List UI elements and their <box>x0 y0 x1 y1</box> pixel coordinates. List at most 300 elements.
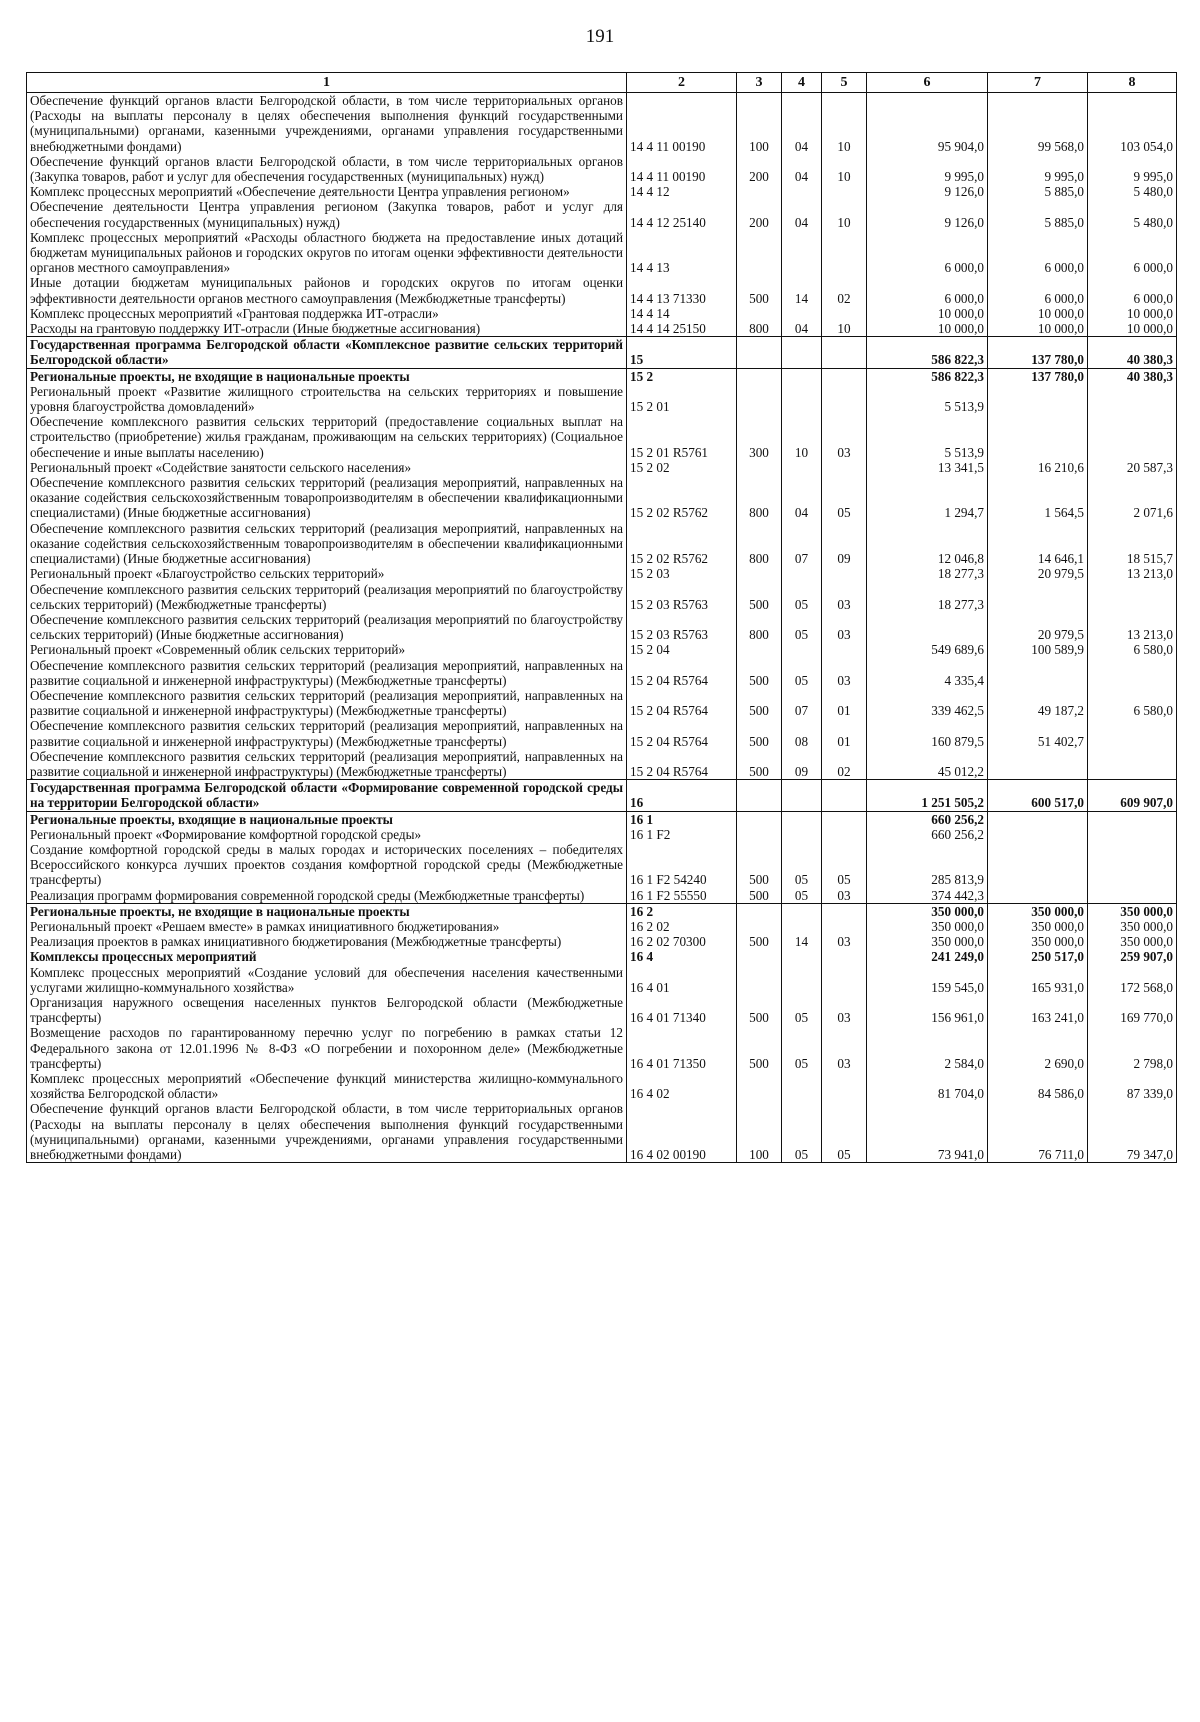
amount-col8: 609 907,0 <box>1088 780 1177 811</box>
amount-col8 <box>1088 718 1177 748</box>
subsection: 10 <box>822 93 867 154</box>
amount-col6: 6 000,0 <box>867 230 988 276</box>
table-row <box>27 965 1177 995</box>
expense-name: Комплекс процессных мероприятий «Грантовая поддержка ИТ-отрасли» <box>27 306 627 321</box>
target-code: 14 4 12 <box>627 184 737 199</box>
amount-col6: 1 294,7 <box>867 475 988 521</box>
expense-type <box>737 230 782 276</box>
amount-col7: 163 241,0 <box>988 995 1088 1025</box>
amount-col7: 10 000,0 <box>988 321 1088 337</box>
target-code: 16 1 <box>627 811 737 827</box>
target-code: 15 <box>627 337 737 368</box>
target-code: 16 <box>627 780 737 811</box>
amount-col7: 1 564,5 <box>988 475 1088 521</box>
section: 07 <box>782 688 822 718</box>
table-row <box>27 658 1177 688</box>
section <box>782 780 822 811</box>
expense-name: Комплекс процессных мероприятий «Создание условий для обеспечения населения качественными услугами жилищно-коммунального хозяйства» <box>27 965 627 995</box>
amount-col8: 13 213,0 <box>1088 612 1177 642</box>
amount-col6: 13 341,5 <box>867 460 988 475</box>
amount-col6: 660 256,2 <box>867 811 988 827</box>
amount-col6: 241 249,0 <box>867 949 988 964</box>
expense-type: 800 <box>737 612 782 642</box>
target-code: 14 4 12 25140 <box>627 199 737 229</box>
amount-col6: 9 126,0 <box>867 199 988 229</box>
amount-col7: 20 979,5 <box>988 612 1088 642</box>
amount-col7: 350 000,0 <box>988 934 1088 949</box>
amount-col8: 79 347,0 <box>1088 1101 1177 1162</box>
amount-col8: 40 380,3 <box>1088 337 1177 368</box>
section: 04 <box>782 93 822 154</box>
table-row <box>27 566 1177 581</box>
table-row <box>27 199 1177 229</box>
budget-table <box>26 72 1177 1163</box>
table-row <box>27 1101 1177 1162</box>
expense-name: Организация наружного освещения населенных пунктов Белгородской области (Межбюджетные трансферты) <box>27 995 627 1025</box>
amount-col8 <box>1088 827 1177 842</box>
amount-col8: 259 907,0 <box>1088 949 1177 964</box>
table-row <box>27 612 1177 642</box>
subsection: 10 <box>822 199 867 229</box>
table-row <box>27 460 1177 475</box>
subsection: 03 <box>822 934 867 949</box>
section: 05 <box>782 1025 822 1071</box>
target-code: 16 2 02 70300 <box>627 934 737 949</box>
table-row <box>27 475 1177 521</box>
amount-col8 <box>1088 749 1177 780</box>
target-code: 15 2 03 <box>627 566 737 581</box>
amount-col6: 374 442,3 <box>867 888 988 904</box>
expense-name: Комплексы процессных мероприятий <box>27 949 627 964</box>
amount-col8: 87 339,0 <box>1088 1071 1177 1101</box>
expense-type <box>737 903 782 919</box>
amount-col6: 18 277,3 <box>867 582 988 612</box>
expense-type <box>737 368 782 384</box>
expense-type <box>737 1071 782 1101</box>
target-code: 15 2 04 <box>627 642 737 657</box>
amount-col6 <box>867 612 988 642</box>
subsection: 03 <box>822 658 867 688</box>
column-header: 4 <box>782 73 822 93</box>
table-row <box>27 321 1177 337</box>
subsection <box>822 919 867 934</box>
expense-type <box>737 919 782 934</box>
target-code: 15 2 02 R5762 <box>627 521 737 567</box>
amount-col8: 13 213,0 <box>1088 566 1177 581</box>
amount-col8: 350 000,0 <box>1088 934 1177 949</box>
amount-col6: 339 462,5 <box>867 688 988 718</box>
amount-col8: 40 380,3 <box>1088 368 1177 384</box>
amount-col6: 18 277,3 <box>867 566 988 581</box>
table-row <box>27 903 1177 919</box>
target-code: 16 2 02 <box>627 919 737 934</box>
amount-col6: 159 545,0 <box>867 965 988 995</box>
subsection: 03 <box>822 1025 867 1071</box>
amount-col8 <box>1088 658 1177 688</box>
target-code: 14 4 14 <box>627 306 737 321</box>
amount-col7: 350 000,0 <box>988 919 1088 934</box>
section: 05 <box>782 842 822 888</box>
table-row <box>27 1071 1177 1101</box>
target-code: 15 2 02 <box>627 460 737 475</box>
amount-col6: 350 000,0 <box>867 934 988 949</box>
subsection <box>822 368 867 384</box>
amount-col6: 350 000,0 <box>867 903 988 919</box>
section: 10 <box>782 414 822 460</box>
expense-name: Иные дотации бюджетам муниципальных районов и городских округов по итогам оценки эффективности деятельности органов местного самоуправления (Межбюджетные трансферты) <box>27 275 627 305</box>
column-header: 2 <box>627 73 737 93</box>
target-code: 16 1 F2 55550 <box>627 888 737 904</box>
table-row <box>27 384 1177 414</box>
table-row <box>27 275 1177 305</box>
expense-name: Обеспечение функций органов власти Белгородской области, в том числе территориальных органов (Закупка товаров, работ и услуг для обеспечения государственных (муниципальных) нужд) <box>27 154 627 184</box>
amount-col6: 9 995,0 <box>867 154 988 184</box>
section: 14 <box>782 934 822 949</box>
section <box>782 306 822 321</box>
expense-name: Региональный проект «Современный облик сельских территорий» <box>27 642 627 657</box>
expense-name: Создание комфортной городской среды в малых городах и исторических поселениях – победителях Всероссийского конкурса лучших проектов создания комфортной городской среды (Межбюджетные трансферты) <box>27 842 627 888</box>
amount-col6: 5 513,9 <box>867 414 988 460</box>
section <box>782 1071 822 1101</box>
table-row <box>27 642 1177 657</box>
expense-name: Региональный проект «Содействие занятости сельского населения» <box>27 460 627 475</box>
column-header: 3 <box>737 73 782 93</box>
amount-col8: 18 515,7 <box>1088 521 1177 567</box>
amount-col7 <box>988 811 1088 827</box>
amount-col8: 350 000,0 <box>1088 903 1177 919</box>
expense-name: Обеспечение комплексного развития сельских территорий (реализация мероприятий, направленных на развитие социальной и инженерной инфраструктуры) (Межбюджетные трансферты) <box>27 749 627 780</box>
subsection <box>822 811 867 827</box>
amount-col7: 6 000,0 <box>988 230 1088 276</box>
subsection <box>822 337 867 368</box>
subsection: 02 <box>822 749 867 780</box>
amount-col8: 103 054,0 <box>1088 93 1177 154</box>
expense-type: 200 <box>737 154 782 184</box>
subsection: 01 <box>822 688 867 718</box>
expense-name: Реализация программ формирования современной городской среды (Межбюджетные трансферты) <box>27 888 627 904</box>
table-row <box>27 306 1177 321</box>
table-row <box>27 521 1177 567</box>
amount-col8: 6 580,0 <box>1088 688 1177 718</box>
expense-type: 100 <box>737 93 782 154</box>
section <box>782 230 822 276</box>
expense-type: 200 <box>737 199 782 229</box>
amount-col7 <box>988 414 1088 460</box>
section: 05 <box>782 1101 822 1162</box>
amount-col7: 76 711,0 <box>988 1101 1088 1162</box>
subsection <box>822 306 867 321</box>
expense-type <box>737 827 782 842</box>
expense-name: Обеспечение комплексного развития сельских территорий (реализация мероприятий по благоустройству сельских территорий) (Межбюджетные трансферты) <box>27 582 627 612</box>
target-code: 15 2 01 R5761 <box>627 414 737 460</box>
amount-col8: 172 568,0 <box>1088 965 1177 995</box>
section: 09 <box>782 749 822 780</box>
amount-col7: 350 000,0 <box>988 903 1088 919</box>
subsection <box>822 780 867 811</box>
expense-name: Государственная программа Белгородской области «Формирование современной городской среды на территории Белгородской области» <box>27 780 627 811</box>
section: 04 <box>782 154 822 184</box>
amount-col8 <box>1088 811 1177 827</box>
amount-col8: 20 587,3 <box>1088 460 1177 475</box>
table-row <box>27 842 1177 888</box>
section <box>782 811 822 827</box>
subsection <box>822 642 867 657</box>
expense-type <box>737 306 782 321</box>
target-code: 15 2 03 R5763 <box>627 582 737 612</box>
expense-name: Региональные проекты, не входящие в национальные проекты <box>27 368 627 384</box>
section <box>782 337 822 368</box>
amount-col6: 95 904,0 <box>867 93 988 154</box>
subsection: 03 <box>822 612 867 642</box>
subsection: 10 <box>822 154 867 184</box>
amount-col8 <box>1088 842 1177 888</box>
subsection: 03 <box>822 414 867 460</box>
target-code: 14 4 13 <box>627 230 737 276</box>
section <box>782 184 822 199</box>
subsection <box>822 460 867 475</box>
expense-name: Региональный проект «Благоустройство сельских территорий» <box>27 566 627 581</box>
section <box>782 919 822 934</box>
target-code: 16 4 01 <box>627 965 737 995</box>
target-code: 15 2 03 R5763 <box>627 612 737 642</box>
amount-col8 <box>1088 414 1177 460</box>
expense-name: Обеспечение комплексного развития сельских территорий (реализация мероприятий, направленных на развитие социальной и инженерной инфраструктуры) (Межбюджетные трансферты) <box>27 658 627 688</box>
expense-name: Региональные проекты, входящие в национальные проекты <box>27 811 627 827</box>
target-code: 14 4 11 00190 <box>627 93 737 154</box>
target-code: 16 4 01 71350 <box>627 1025 737 1071</box>
expense-name: Комплекс процессных мероприятий «Обеспечение деятельности Центра управления регионом» <box>27 184 627 199</box>
section <box>782 949 822 964</box>
target-code: 15 2 04 R5764 <box>627 688 737 718</box>
expense-type: 800 <box>737 475 782 521</box>
amount-col7: 84 586,0 <box>988 1071 1088 1101</box>
amount-col7: 165 931,0 <box>988 965 1088 995</box>
subsection <box>822 184 867 199</box>
section <box>782 368 822 384</box>
expense-type: 500 <box>737 658 782 688</box>
amount-col6: 285 813,9 <box>867 842 988 888</box>
amount-col7: 10 000,0 <box>988 306 1088 321</box>
expense-name: Обеспечение функций органов власти Белгородской области, в том числе территориальных органов (Расходы на выплаты персоналу в целях обеспечения выполнения функций государственными (муниципальными) органами, казенными учреждениями, органами управления государственными внебюджетными фондами) <box>27 93 627 154</box>
table-row <box>27 749 1177 780</box>
amount-col7 <box>988 582 1088 612</box>
target-code: 15 2 02 R5762 <box>627 475 737 521</box>
target-code: 16 4 <box>627 949 737 964</box>
expense-type: 500 <box>737 718 782 748</box>
section <box>782 965 822 995</box>
page-number: 191 <box>585 26 615 47</box>
subsection <box>822 1071 867 1101</box>
section: 05 <box>782 995 822 1025</box>
amount-col6: 350 000,0 <box>867 919 988 934</box>
section: 04 <box>782 475 822 521</box>
amount-col7: 137 780,0 <box>988 337 1088 368</box>
amount-col6: 9 126,0 <box>867 184 988 199</box>
amount-col6: 2 584,0 <box>867 1025 988 1071</box>
expense-name: Реализация проектов в рамках инициативного бюджетирования (Межбюджетные трансферты) <box>27 934 627 949</box>
amount-col7: 99 568,0 <box>988 93 1088 154</box>
expense-type: 500 <box>737 688 782 718</box>
table-row <box>27 949 1177 964</box>
expense-type: 500 <box>737 888 782 904</box>
section <box>782 460 822 475</box>
table-row <box>27 93 1177 154</box>
column-header: 6 <box>867 73 988 93</box>
expense-type: 500 <box>737 934 782 949</box>
table-row <box>27 919 1177 934</box>
table-row <box>27 995 1177 1025</box>
section <box>782 827 822 842</box>
expense-type <box>737 184 782 199</box>
amount-col7: 137 780,0 <box>988 368 1088 384</box>
amount-col7 <box>988 842 1088 888</box>
target-code: 16 4 02 00190 <box>627 1101 737 1162</box>
expense-type: 300 <box>737 414 782 460</box>
amount-col7: 250 517,0 <box>988 949 1088 964</box>
amount-col8 <box>1088 888 1177 904</box>
subsection <box>822 566 867 581</box>
table-row <box>27 154 1177 184</box>
expense-type: 500 <box>737 995 782 1025</box>
expense-type <box>737 337 782 368</box>
amount-col6: 10 000,0 <box>867 321 988 337</box>
amount-col8: 5 480,0 <box>1088 184 1177 199</box>
amount-col7: 16 210,6 <box>988 460 1088 475</box>
expense-name: Региональный проект «Решаем вместе» в рамках инициативного бюджетирования» <box>27 919 627 934</box>
amount-col8: 350 000,0 <box>1088 919 1177 934</box>
amount-col8 <box>1088 582 1177 612</box>
expense-type: 800 <box>737 321 782 337</box>
expense-name: Обеспечение комплексного развития сельских территорий (предоставление социальных выплат на строительство (приобретение) жилья гражданам, проживающим на сельских территориях) (Социальное обеспечение и иные выплаты населению) <box>27 414 627 460</box>
section: 07 <box>782 521 822 567</box>
amount-col8: 5 480,0 <box>1088 199 1177 229</box>
subsection <box>822 965 867 995</box>
subsection: 03 <box>822 995 867 1025</box>
expense-type <box>737 811 782 827</box>
expense-name: Государственная программа Белгородской области «Комплексное развитие сельских территорий Белгородской области» <box>27 337 627 368</box>
amount-col8: 9 995,0 <box>1088 154 1177 184</box>
expense-name: Обеспечение комплексного развития сельских территорий (реализация мероприятий, направленных на оказание содействия сельскохозяйственным товаропроизводителям в обеспечении квалификационными специалистами) (Иные бюджетные ассигнования) <box>27 521 627 567</box>
section: 05 <box>782 582 822 612</box>
table-row <box>27 888 1177 904</box>
target-code: 15 2 01 <box>627 384 737 414</box>
expense-name: Обеспечение комплексного развития сельских территорий (реализация мероприятий, направленных на развитие социальной и инженерной инфраструктуры) (Межбюджетные трансферты) <box>27 718 627 748</box>
subsection: 05 <box>822 842 867 888</box>
amount-col8: 169 770,0 <box>1088 995 1177 1025</box>
amount-col7 <box>988 658 1088 688</box>
expense-name: Региональный проект «Развитие жилищного строительства на сельских территориях и повышение уровня благоустройства домовладений» <box>27 384 627 414</box>
amount-col7: 9 995,0 <box>988 154 1088 184</box>
amount-col7: 5 885,0 <box>988 199 1088 229</box>
table-row <box>27 827 1177 842</box>
subsection: 05 <box>822 475 867 521</box>
subsection <box>822 903 867 919</box>
amount-col8 <box>1088 384 1177 414</box>
amount-col7 <box>988 384 1088 414</box>
subsection <box>822 230 867 276</box>
amount-col7: 5 885,0 <box>988 184 1088 199</box>
expense-type: 500 <box>737 582 782 612</box>
expense-type <box>737 780 782 811</box>
amount-col7: 100 589,9 <box>988 642 1088 657</box>
table-row <box>27 688 1177 718</box>
table-row <box>27 184 1177 199</box>
amount-col6: 45 012,2 <box>867 749 988 780</box>
target-code: 15 2 04 R5764 <box>627 658 737 688</box>
target-code: 14 4 13 71330 <box>627 275 737 305</box>
subsection <box>822 949 867 964</box>
subsection <box>822 827 867 842</box>
amount-col8: 10 000,0 <box>1088 306 1177 321</box>
amount-col7: 600 517,0 <box>988 780 1088 811</box>
expense-type: 500 <box>737 275 782 305</box>
subsection: 03 <box>822 888 867 904</box>
subsection: 05 <box>822 1101 867 1162</box>
column-header: 8 <box>1088 73 1177 93</box>
target-code: 15 2 04 R5764 <box>627 749 737 780</box>
expense-name: Обеспечение деятельности Центра управления регионом (Закупка товаров, работ и услуг для обеспечения государственных (муниципальных) нужд) <box>27 199 627 229</box>
subsection: 01 <box>822 718 867 748</box>
amount-col8: 6 000,0 <box>1088 275 1177 305</box>
amount-col7: 14 646,1 <box>988 521 1088 567</box>
amount-col7: 6 000,0 <box>988 275 1088 305</box>
amount-col6: 6 000,0 <box>867 275 988 305</box>
expense-name: Комплекс процессных мероприятий «Обеспечение функций министерства жилищно-коммунального хозяйства Белгородской области» <box>27 1071 627 1101</box>
expense-type <box>737 642 782 657</box>
amount-col6: 4 335,4 <box>867 658 988 688</box>
target-code: 16 4 02 <box>627 1071 737 1101</box>
amount-col6: 10 000,0 <box>867 306 988 321</box>
amount-col6: 586 822,3 <box>867 368 988 384</box>
expense-type: 800 <box>737 521 782 567</box>
amount-col8: 6 580,0 <box>1088 642 1177 657</box>
section <box>782 384 822 414</box>
expense-name: Региональные проекты, не входящие в национальные проекты <box>27 903 627 919</box>
amount-col7 <box>988 888 1088 904</box>
column-header: 5 <box>822 73 867 93</box>
amount-col6: 12 046,8 <box>867 521 988 567</box>
target-code: 16 1 F2 <box>627 827 737 842</box>
amount-col7: 51 402,7 <box>988 718 1088 748</box>
amount-col6: 81 704,0 <box>867 1071 988 1101</box>
amount-col7 <box>988 749 1088 780</box>
amount-col8: 2 071,6 <box>1088 475 1177 521</box>
target-code: 16 1 F2 54240 <box>627 842 737 888</box>
section: 05 <box>782 658 822 688</box>
amount-col6: 586 822,3 <box>867 337 988 368</box>
expense-type: 500 <box>737 749 782 780</box>
amount-col8: 10 000,0 <box>1088 321 1177 337</box>
target-code: 14 4 11 00190 <box>627 154 737 184</box>
section: 05 <box>782 888 822 904</box>
expense-type <box>737 384 782 414</box>
section: 08 <box>782 718 822 748</box>
expense-type <box>737 949 782 964</box>
table-row <box>27 582 1177 612</box>
table-row <box>27 337 1177 368</box>
table-row <box>27 718 1177 748</box>
expense-name: Комплекс процессных мероприятий «Расходы областного бюджета на предоставление иных дотаций бюджетам муниципальных районов и городских округов по итогам оценки эффективности деятельности органов местного самоуправления» <box>27 230 627 276</box>
amount-col6: 1 251 505,2 <box>867 780 988 811</box>
section: 04 <box>782 321 822 337</box>
expense-name: Расходы на грантовую поддержку ИТ-отрасли (Иные бюджетные ассигнования) <box>27 321 627 337</box>
section: 14 <box>782 275 822 305</box>
target-code: 15 2 <box>627 368 737 384</box>
table-row <box>27 414 1177 460</box>
target-code: 16 4 01 71340 <box>627 995 737 1025</box>
amount-col7: 2 690,0 <box>988 1025 1088 1071</box>
amount-col6: 156 961,0 <box>867 995 988 1025</box>
